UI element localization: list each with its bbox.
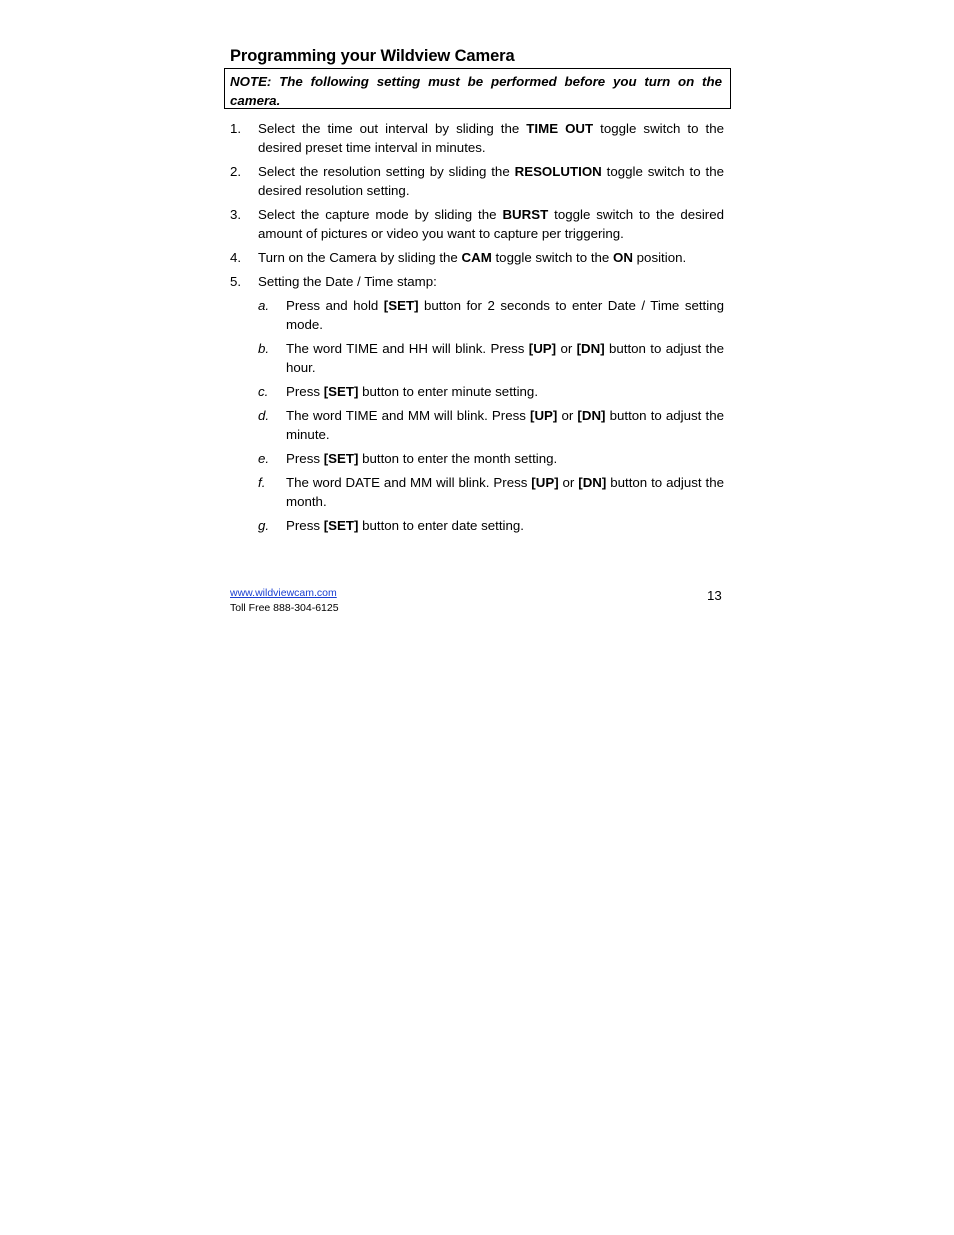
switch-label: CAM — [461, 250, 492, 266]
substep-text: The word DATE and MM will blink. Press — [286, 474, 532, 490]
button-label: [UP] — [530, 407, 558, 423]
substeps-list — [258, 296, 724, 535]
substep-text: The word TIME and HH will blink. Press — [286, 340, 529, 356]
substep-text: or — [558, 474, 579, 490]
substep-text: button to adjust the month. — [286, 474, 724, 510]
substep-text: or — [556, 340, 577, 356]
substep-item — [258, 382, 724, 401]
substep-text: button to enter date setting. — [358, 517, 524, 533]
step-item — [230, 272, 724, 535]
step-text: toggle switch to the desired resolution setting. — [258, 164, 724, 199]
button-label: [SET] — [323, 450, 359, 466]
button-label: [DN] — [576, 340, 605, 356]
substep-text: The word TIME and MM will blink. Press — [286, 407, 531, 423]
substep-text: button to enter minute setting. — [358, 384, 539, 400]
substep-text: or — [557, 407, 578, 423]
step-text: toggle switch to the desired preset time interval in minutes. — [258, 121, 724, 156]
button-label: [SET] — [323, 517, 359, 533]
step-number: 5. — [230, 274, 242, 290]
button-label: [DN] — [578, 474, 607, 490]
button-label: [SET] — [383, 297, 419, 313]
step-text: Select the resolution setting by sliding the — [258, 164, 515, 180]
substep-item — [258, 473, 724, 512]
substep-text: Press and hold — [286, 297, 384, 313]
position-label: ON — [613, 250, 633, 266]
step-item — [230, 248, 724, 267]
step-text: toggle switch to the — [491, 250, 614, 266]
note-box: NOTE: The following setting must be performed before you turn on the camera. — [224, 68, 731, 109]
substep-item — [258, 296, 724, 335]
step-item — [230, 162, 724, 201]
switch-label: BURST — [502, 207, 549, 223]
substep-text: Press — [286, 517, 324, 533]
step-number: 1. — [230, 121, 242, 136]
substep-letter: b. — [258, 340, 270, 356]
substep-letter: g. — [258, 517, 270, 533]
button-label: [DN] — [577, 407, 606, 423]
page-number: 13 — [707, 588, 722, 603]
step-text: toggle switch to the desired amount of pictures or video you want to capture per triggering. — [258, 207, 724, 242]
button-label: [UP] — [528, 340, 557, 356]
step-number: 4. — [230, 250, 242, 266]
substep-text: Press — [286, 384, 324, 400]
substep-item — [258, 406, 724, 445]
button-label: [SET] — [323, 384, 359, 400]
step-text: Setting the Date / Time stamp: — [258, 274, 437, 290]
substep-item — [258, 516, 724, 535]
website-link[interactable]: www.wildviewcam.com — [230, 587, 337, 599]
page-title: Programming your Wildview Camera — [230, 47, 515, 66]
toll-free-phone: Toll Free 888-304-6125 — [230, 602, 339, 614]
substep-text: button for 2 seconds to enter Date / Time setting mode. — [286, 297, 724, 333]
step-text: Select the capture mode by sliding the — [258, 207, 503, 223]
step-item — [230, 119, 724, 158]
switch-label: TIME OUT — [526, 121, 594, 136]
substep-text: button to adjust the hour. — [286, 340, 724, 376]
substep-letter: f. — [258, 474, 266, 490]
substep-letter: e. — [258, 450, 270, 466]
step-text: Turn on the Camera by sliding the — [258, 250, 462, 266]
substep-text: Press — [286, 450, 324, 466]
step-number: 2. — [230, 164, 242, 180]
step-text: position. — [632, 250, 687, 266]
button-label: [UP] — [531, 474, 559, 490]
substep-item — [258, 449, 724, 468]
substep-text: button to enter the month setting. — [358, 450, 558, 466]
substep-letter: a. — [258, 297, 270, 313]
substep-letter: d. — [258, 407, 270, 423]
substep-letter: c. — [258, 384, 269, 400]
steps-list — [230, 119, 724, 540]
step-text: Select the time out interval by sliding the — [258, 121, 527, 136]
substep-item — [258, 339, 724, 378]
step-number: 3. — [230, 207, 242, 223]
step-item — [230, 205, 724, 244]
switch-label: RESOLUTION — [514, 164, 602, 180]
substep-text: button to adjust the minute. — [286, 407, 724, 443]
